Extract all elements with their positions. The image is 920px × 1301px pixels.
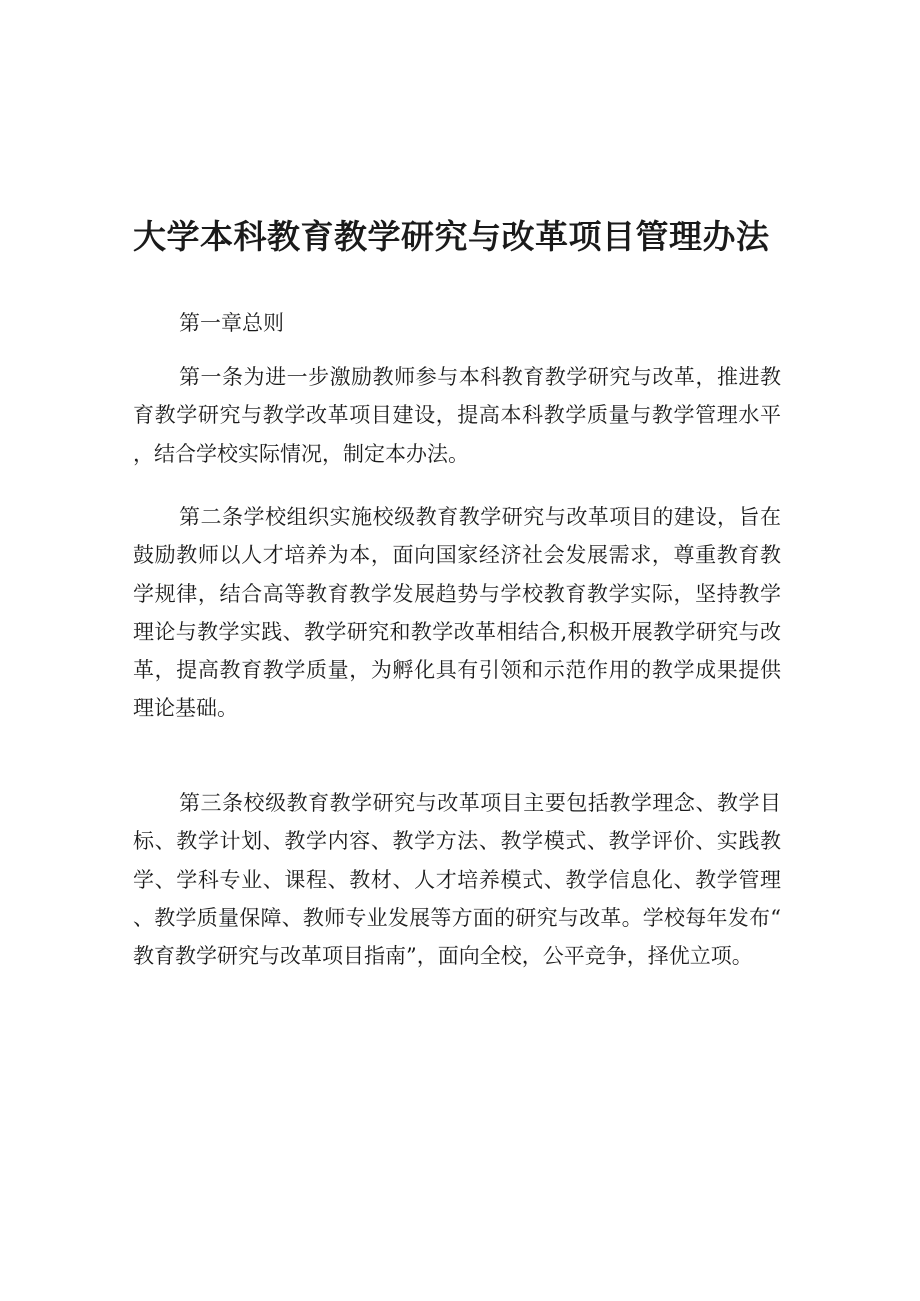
article-1: 第一条为进一步激励教师参与本科教育教学研究与改革，推进教育教学研究与教学改革项目建设，提高本科教学质量与教学管理水平，结合学校实际情况，制定本办法。 bbox=[133, 365, 781, 466]
chapter-heading: 第一章总则 bbox=[179, 311, 284, 335]
document-title: 大学本科教育教学研究与改革项目管理办法 bbox=[133, 217, 770, 256]
article-3: 第三条校级教育教学研究与改革项目主要包括教学理念、教学目标、教学计划、教学内容、教学方法、教学模式、教学评价、实践教学、学科专业、课程、教材、人才培养模式、教学信息化、教学管理、教学质量保障、教师专业发展等方面的研究与改革。学校每年发布“教育教学研究与改革项目指南”，面向全校，公平竞争，择优立项。 bbox=[133, 791, 781, 969]
article-2: 第二条学校组织实施校级教育教学研究与改革项目的建设，旨在鼓励教师以人才培养为本，面向国家经济社会发展需求，尊重教育教学规律，结合高等教育教学发展趋势与学校教育教学实际，坚持教学理论与教学实践、教学研究和教学改革相结合,积极开展教学研究与改革，提高教育教学质量，为孵化具有引领和示范作用的教学成果提供理论基础。 bbox=[133, 505, 781, 721]
